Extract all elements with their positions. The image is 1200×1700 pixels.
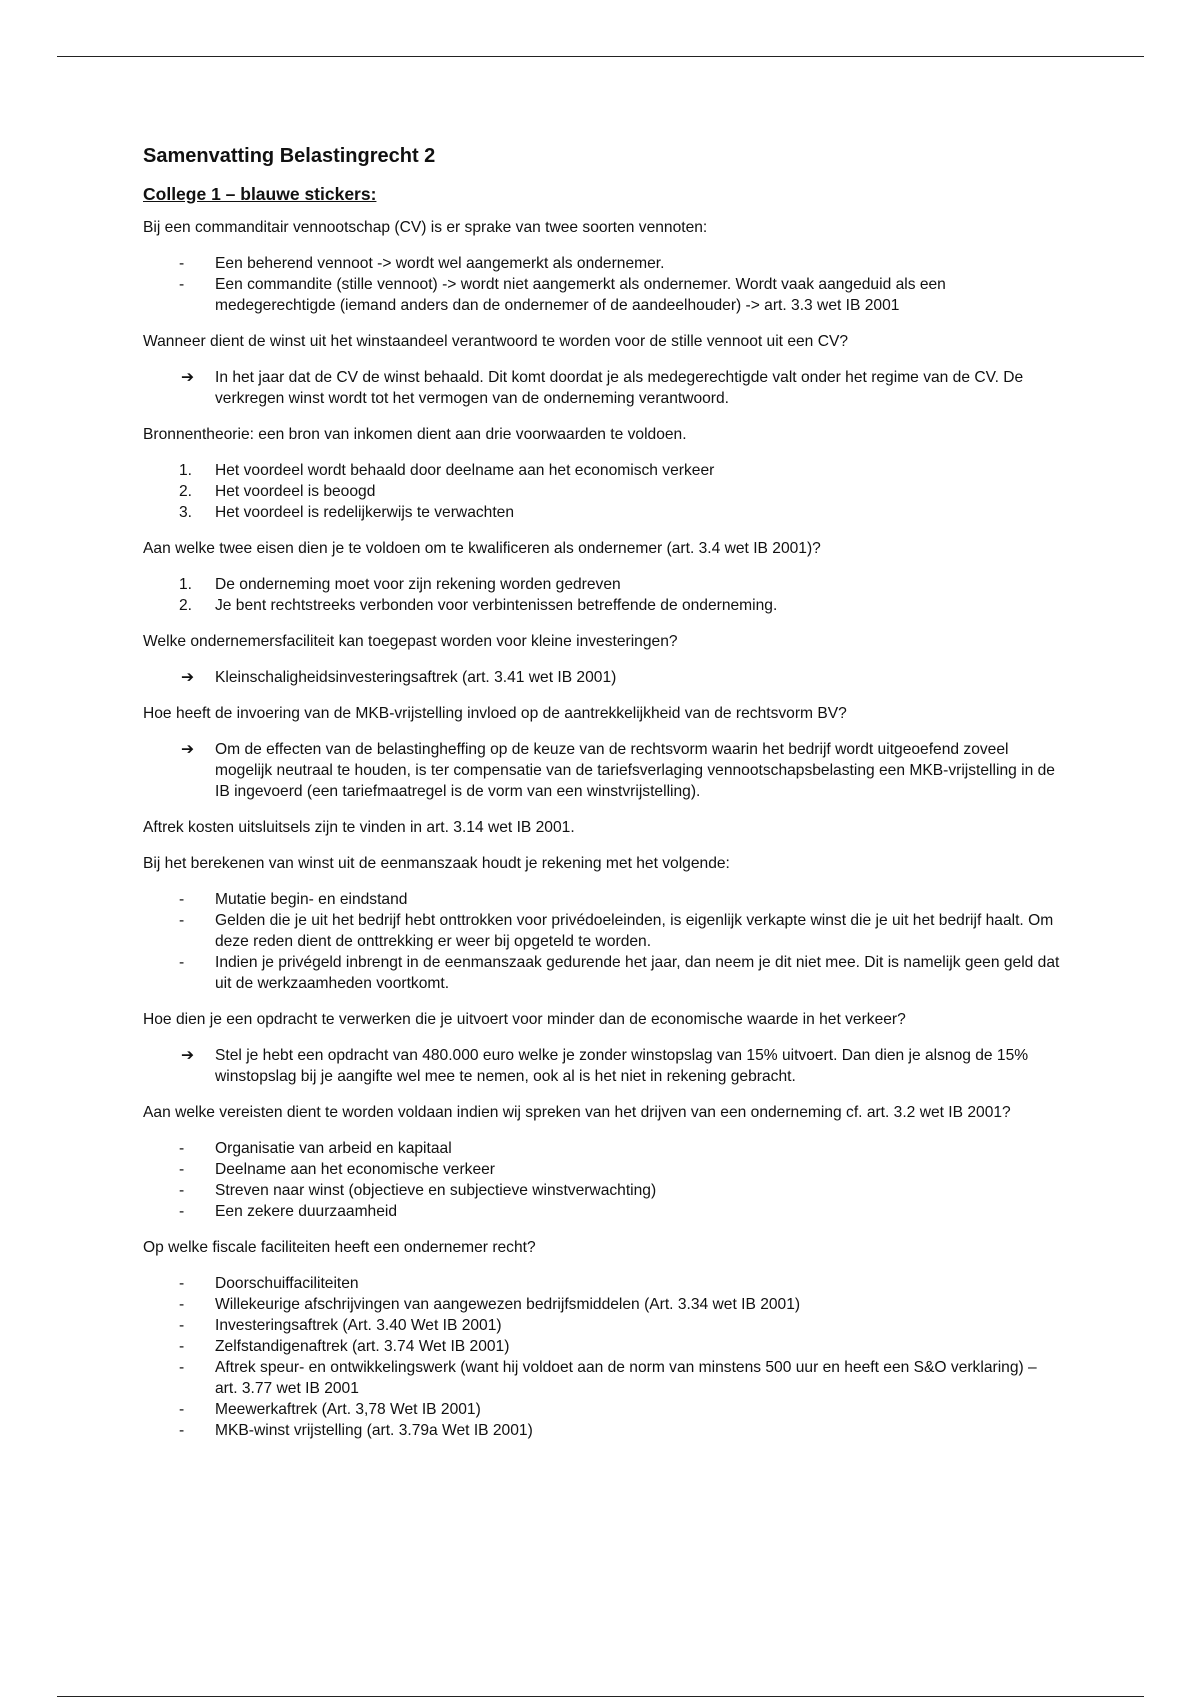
question: Welke ondernemersfaciliteit kan toegepast worden voor kleine investeringen? (143, 633, 678, 650)
question: Hoe heeft de invoering van de MKB-vrijstelling invloed op de aantrekkelijkheid van de rechtsvorm BV? (143, 705, 847, 722)
list-item: 1. Het voordeel wordt behaald door deelname aan het economisch verkeer (179, 462, 715, 479)
list-item: - Een zekere duurzaamheid (179, 1203, 398, 1220)
list-item: 3. Het voordeel is redelijkerwijs te verwachten (179, 504, 515, 521)
list-item: - Doorschuiffaciliteiten (179, 1275, 359, 1292)
list-item: 1. De onderneming moet voor zijn rekening worden gedreven (179, 576, 621, 593)
arrow-list (143, 1045, 1063, 1087)
list-item: - Indien je privégeld inbrengt in de eenmanszaak gedurende het jaar, dan neem je dit niet mee. Dit is namelijk geen geld dat uit de werkzaamheden voortkomt. (179, 954, 1060, 992)
arrow-list (143, 667, 1063, 688)
dash-list (143, 889, 1063, 994)
question: Aan welke vereisten dient te worden voldaan indien wij spreken van het drijven van een onderneming cf. art. 3.2 wet IB 2001? (143, 1104, 1011, 1121)
paragraph: Bij een commanditair vennootschap (CV) is er sprake van twee soorten vennoten: (143, 219, 708, 236)
paragraph: Bronnentheorie: een bron van inkomen dient aan drie voorwaarden te voldoen. (143, 426, 687, 443)
footer-rule (57, 1696, 1144, 1697)
list-item: - Willekeurige afschrijvingen van aangewezen bedrijfsmiddelen (Art. 3.34 wet IB 2001) (179, 1296, 801, 1313)
list-item: - Mutatie begin- en eindstand (179, 891, 408, 908)
header-rule (57, 56, 1144, 57)
question: Op welke fiscale faciliteiten heeft een ondernemer recht? (143, 1239, 536, 1256)
question: Hoe dien je een opdracht te verwerken die je uitvoert voor minder dan de economische waarde in het verkeer? (143, 1011, 906, 1028)
section-heading: College 1 – blauwe stickers: (143, 184, 377, 204)
arrow-list (143, 367, 1063, 409)
list-item: - Streven naar winst (objectieve en subjectieve winstverwachting) (179, 1182, 657, 1199)
dash-list (143, 1138, 1063, 1222)
paragraph: Aftrek kosten uitsluitsels zijn te vinden in art. 3.14 wet IB 2001. (143, 819, 575, 836)
question: Wanneer dient de winst uit het winstaandeel verantwoord te worden voor de stille vennoot uit een CV? (143, 333, 849, 350)
list-item: 2. Het voordeel is beoogd (179, 483, 376, 500)
list-item: - Gelden die je uit het bedrijf hebt onttrokken voor privédoeleinden, is eigenlijk verkapte winst die je uit het bedrijf haalt. Om deze reden dient de onttrekking er weer bij opgeteld te worden. (179, 912, 1054, 950)
numbered-list (143, 574, 1063, 616)
list-item: - Organisatie van arbeid en kapitaal (179, 1140, 452, 1157)
arrow-list (143, 739, 1063, 802)
dash-list (143, 253, 1063, 316)
arrow-icon: ➔ (181, 1047, 195, 1064)
paragraph: Bij het berekenen van winst uit de eenmanszaak houdt je rekening met het volgende: (143, 855, 730, 872)
numbered-list (143, 460, 1063, 523)
page-title: Samenvatting Belastingrecht 2 (143, 145, 436, 167)
answer-item: ➔ Stel je hebt een opdracht van 480.000 euro welke je zonder winstopslag van 15% uitvoert. Dan dien je alsnog de 15% winstopslag bij je aangifte wel mee te nemen, ook al is het niet in rekening gebracht. (181, 1047, 1029, 1085)
list-item: - MKB-winst vrijstelling (art. 3.79a Wet IB 2001) (179, 1422, 533, 1439)
list-item: - Aftrek speur- en ontwikkelingswerk (want hij voldoet aan de norm van minstens 500 uur en heeft een S&O verklaring) – art. 3.77 wet IB 2001 (179, 1359, 1037, 1397)
arrow-icon: ➔ (181, 669, 195, 686)
document-body (143, 144, 1063, 1456)
list-item: - Meewerkaftrek (Art. 3,78 Wet IB 2001) (179, 1401, 481, 1418)
list-item: - Een commandite (stille vennoot) -> wordt niet aangemerkt als ondernemer. Wordt vaak aangeduid als een medegerechtigde (iemand anders dan de ondernemer of de aandeelhouder) -> art. 3.3 wet IB 2001 (179, 276, 946, 314)
answer-item: ➔ Kleinschaligheidsinvesteringsaftrek (art. 3.41 wet IB 2001) (181, 669, 617, 686)
list-item: - Investeringsaftrek (Art. 3.40 Wet IB 2001) (179, 1317, 502, 1334)
list-item: - Zelfstandigenaftrek (art. 3.74 Wet IB 2001) (179, 1338, 510, 1355)
arrow-icon: ➔ (181, 741, 195, 758)
list-item: 2. Je bent rechtstreeks verbonden voor verbintenissen betreffende de onderneming. (179, 597, 778, 614)
arrow-icon: ➔ (181, 369, 195, 386)
answer-item: ➔ In het jaar dat de CV de winst behaald. Dit komt doordat je als medegerechtigde valt onder het regime van de CV. De verkregen winst wordt tot het vermogen van de onderneming verantwoord. (181, 369, 1024, 407)
dash-list (143, 1273, 1063, 1441)
question: Aan welke twee eisen dien je te voldoen om te kwalificeren als ondernemer (art. 3.4 wet IB 2001)? (143, 540, 821, 557)
list-item: - Deelname aan het economische verkeer (179, 1161, 495, 1178)
answer-item: ➔ Om de effecten van de belastingheffing op de keuze van de rechtsvorm waarin het bedrijf wordt uitgeoefend zoveel mogelijk neutraal te houden, is ter compensatie van de tariefsverlaging vennootschapsbelasting een MKB-vrijstelling in de IB ingevoerd (een tariefmaatregel is de vorm van een winstvrijstelling). (181, 741, 1055, 800)
list-item: - Een beherend vennoot -> wordt wel aangemerkt als ondernemer. (179, 255, 665, 272)
